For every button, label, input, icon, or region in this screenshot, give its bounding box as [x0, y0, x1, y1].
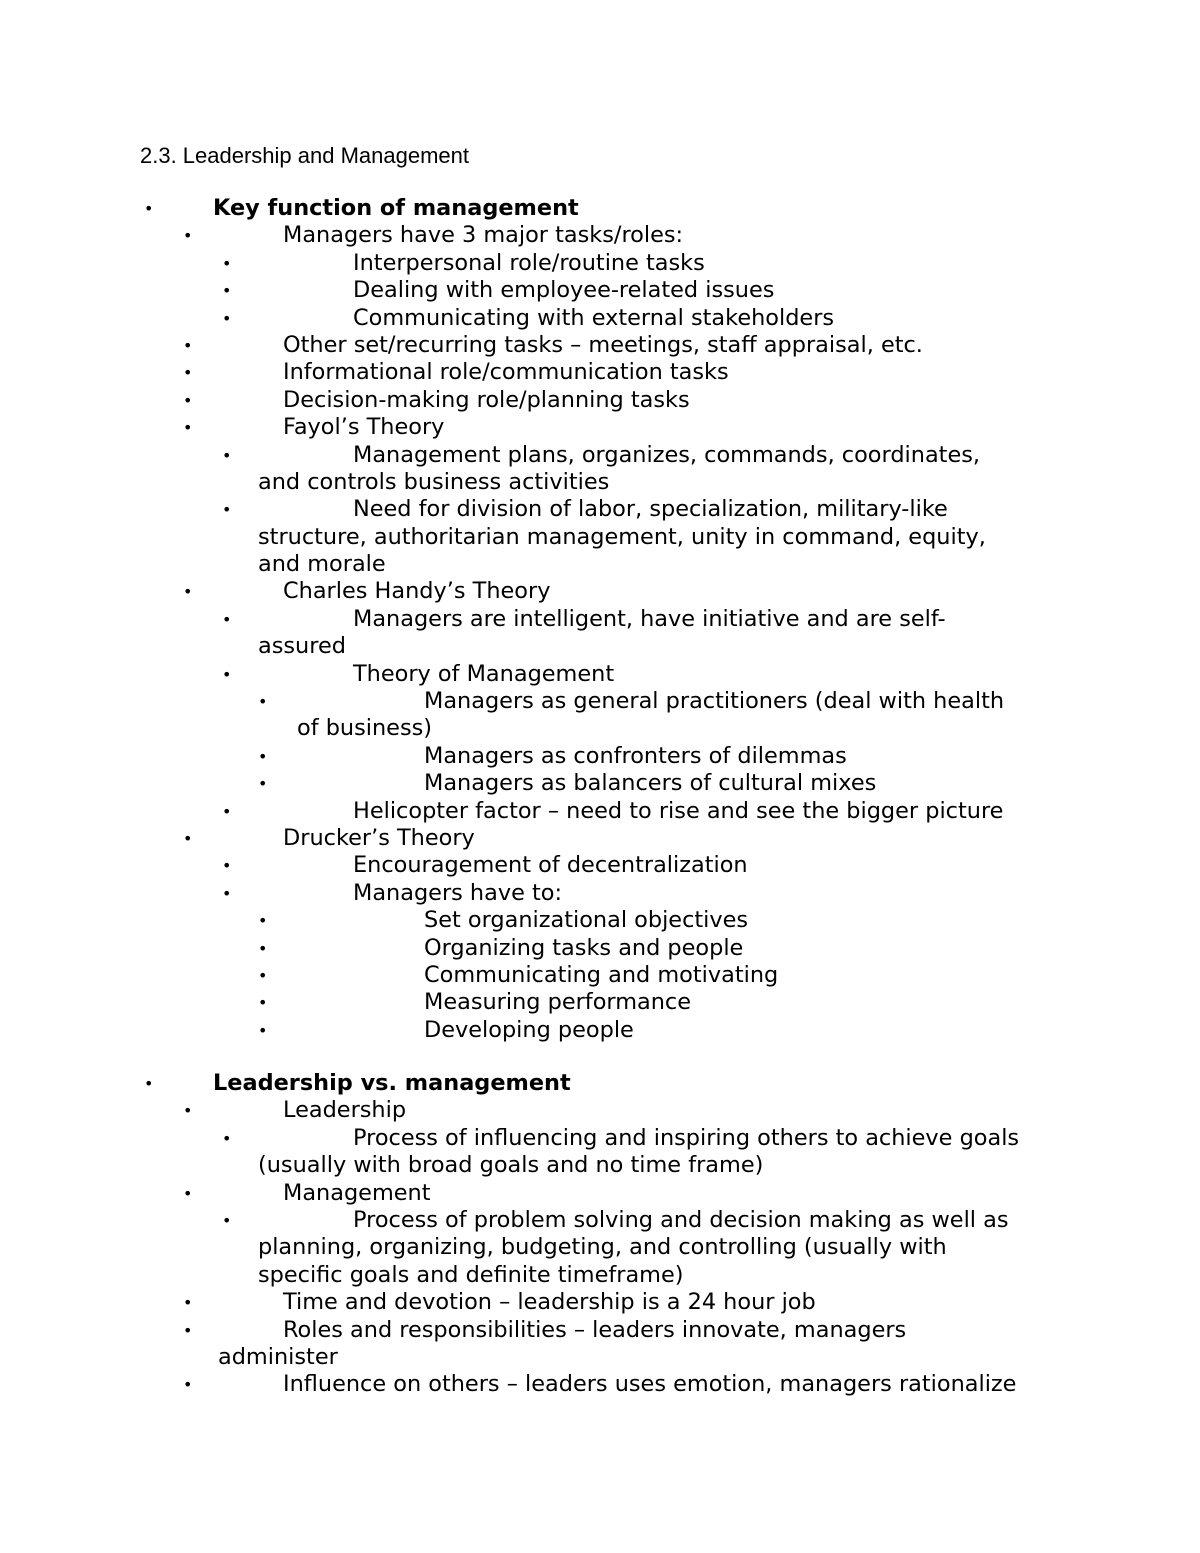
section-heading-text: Key function of management [213, 195, 579, 221]
list-item-text: Managers have 3 major tasks/roles: [283, 222, 684, 249]
list-item [0, 387, 1200, 414]
bullet-icon: • [183, 1183, 193, 1203]
list-item-text: Decision-making role/planning tasks [283, 386, 690, 413]
list-item-text: Helicopter factor – need to rise and see the bigger picture [353, 797, 1004, 824]
section-heading [0, 195, 1200, 222]
list-item-text: Influence on others – leaders uses emotion, managers rationalize [283, 1371, 1017, 1398]
list-item [0, 442, 1200, 469]
list-item-continuation [0, 1262, 1200, 1289]
list-item-continuation-text: and controls business activities [258, 468, 610, 495]
list-item-text: Managers as confronters of dilemmas [424, 742, 847, 769]
list-item-text: Interpersonal role/routine tasks [353, 249, 705, 276]
bullet-icon: • [222, 664, 232, 684]
list-item-text: Fayol’s Theory [283, 414, 445, 441]
list-item-continuation-text: structure, authoritarian management, unity in command, equity, [258, 523, 986, 550]
bullet-icon: • [144, 1074, 154, 1093]
bullet-icon: • [144, 199, 154, 218]
list-item [0, 332, 1200, 359]
list-item-continuation [0, 551, 1200, 578]
list-item-text: Encouragement of decentralization [353, 852, 748, 879]
list-item [0, 359, 1200, 386]
bullet-icon: • [183, 582, 193, 602]
list-item-text: Management [283, 1179, 431, 1206]
bullet-icon: • [258, 1020, 268, 1040]
list-item [0, 743, 1200, 770]
list-item-text: Measuring performance [424, 989, 692, 1016]
list-item-text: Other set/recurring tasks – meetings, staff appraisal, etc. [283, 331, 923, 358]
list-item [0, 578, 1200, 605]
bullet-icon: • [183, 226, 193, 246]
list-item [0, 1289, 1200, 1316]
list-item [0, 661, 1200, 688]
list-item [0, 1125, 1200, 1152]
section-leadership-vs-management [0, 1070, 1200, 1399]
bullet-icon: • [183, 1320, 193, 1340]
list-item-continuation-text: and morale [258, 551, 386, 578]
bullet-icon: • [258, 993, 268, 1013]
bullet-icon: • [183, 1101, 193, 1121]
bullet-icon: • [183, 1293, 193, 1313]
list-item [0, 1207, 1200, 1234]
bullet-icon: • [183, 418, 193, 438]
bullet-icon: • [258, 692, 268, 712]
list-item-text: Charles Handy’s Theory [283, 578, 551, 605]
list-item [0, 935, 1200, 962]
list-item [0, 825, 1200, 852]
list-item-text: Managers as balancers of cultural mixes [424, 770, 877, 797]
list-item [0, 798, 1200, 825]
bullet-icon: • [183, 335, 193, 355]
bullet-icon: • [222, 883, 232, 903]
list-item-continuation-text: (usually with broad goals and no time frame) [258, 1152, 764, 1179]
bullet-icon: • [183, 828, 193, 848]
list-item [0, 1180, 1200, 1207]
list-item [0, 1017, 1200, 1044]
list-item-text: Communicating and motivating [424, 961, 779, 988]
list-item-continuation [0, 633, 1200, 660]
list-item [0, 250, 1200, 277]
list-item-text: Management plans, organizes, commands, coordinates, [353, 441, 981, 468]
list-item-continuation [0, 1234, 1200, 1261]
list-item-continuation [0, 469, 1200, 496]
list-item-text: Informational role/communication tasks [283, 359, 729, 386]
bullet-icon: • [222, 445, 232, 465]
bullet-icon: • [183, 1375, 193, 1395]
list-item-continuation [0, 715, 1200, 742]
list-item [0, 770, 1200, 797]
list-item-text: Theory of Management [353, 660, 615, 687]
list-item-continuation [0, 1344, 1200, 1371]
list-item-text: Developing people [424, 1016, 634, 1043]
list-item-text: Communicating with external stakeholders [353, 304, 835, 331]
list-item-text: Roles and responsibilities – leaders innovate, managers [283, 1316, 907, 1343]
bullet-icon: • [222, 500, 232, 520]
list-item-text: Need for division of labor, specialization, military-like [353, 496, 948, 523]
list-item-text: Time and devotion – leadership is a 24 hour job [283, 1289, 816, 1316]
section-heading [0, 1070, 1200, 1097]
list-item [0, 907, 1200, 934]
bullet-icon: • [222, 253, 232, 273]
list-item-continuation [0, 1152, 1200, 1179]
list-item [0, 989, 1200, 1016]
list-item [0, 688, 1200, 715]
bullet-icon: • [222, 1210, 232, 1230]
bullet-icon: • [222, 308, 232, 328]
list-item-text: Managers are intelligent, have initiative and are self- [353, 605, 946, 632]
list-item [0, 222, 1200, 249]
bullet-icon: • [258, 938, 268, 958]
list-item [0, 606, 1200, 633]
list-item-text: Process of influencing and inspiring others to achieve goals [353, 1124, 1020, 1151]
list-item-text: Process of problem solving and decision making as well as [353, 1206, 1009, 1233]
list-item-text: Organizing tasks and people [424, 934, 744, 961]
bullet-icon: • [222, 281, 232, 301]
list-item-text: Managers have to: [353, 879, 563, 906]
list-item [0, 1317, 1200, 1344]
list-item-continuation [0, 524, 1200, 551]
page-title: 2.3. Leadership and Management [140, 143, 470, 168]
list-item-text: Leadership [283, 1097, 407, 1124]
list-item [0, 277, 1200, 304]
bullet-icon: • [258, 746, 268, 766]
bullet-icon: • [183, 390, 193, 410]
section-heading-text: Leadership vs. management [213, 1070, 571, 1096]
list-item [0, 852, 1200, 879]
list-item-continuation-text: planning, organizing, budgeting, and controlling (usually with [258, 1234, 947, 1261]
list-item-continuation-text: assured [258, 633, 346, 660]
list-item [0, 305, 1200, 332]
list-item-text: Managers as general practitioners (deal with health [424, 688, 1005, 715]
list-item-continuation-text: administer [218, 1343, 338, 1370]
bullet-icon: • [258, 911, 268, 931]
list-item-text: Set organizational objectives [424, 907, 749, 934]
bullet-icon: • [222, 856, 232, 876]
list-item-continuation-text: specific goals and definite timeframe) [258, 1261, 684, 1288]
list-item [0, 414, 1200, 441]
list-item [0, 962, 1200, 989]
list-item [0, 1097, 1200, 1124]
bullet-icon: • [222, 801, 232, 821]
list-item-text: Drucker’s Theory [283, 824, 475, 851]
bullet-icon: • [222, 609, 232, 629]
list-item-text: Dealing with employee-related issues [353, 277, 775, 304]
bullet-icon: • [258, 774, 268, 794]
list-item-continuation-text: of business) [297, 715, 433, 742]
bullet-icon: • [222, 1128, 232, 1148]
bullet-icon: • [258, 965, 268, 985]
list-item [0, 496, 1200, 523]
list-item [0, 1371, 1200, 1398]
bullet-icon: • [183, 363, 193, 383]
section-key-function [0, 195, 1200, 1044]
list-item [0, 880, 1200, 907]
